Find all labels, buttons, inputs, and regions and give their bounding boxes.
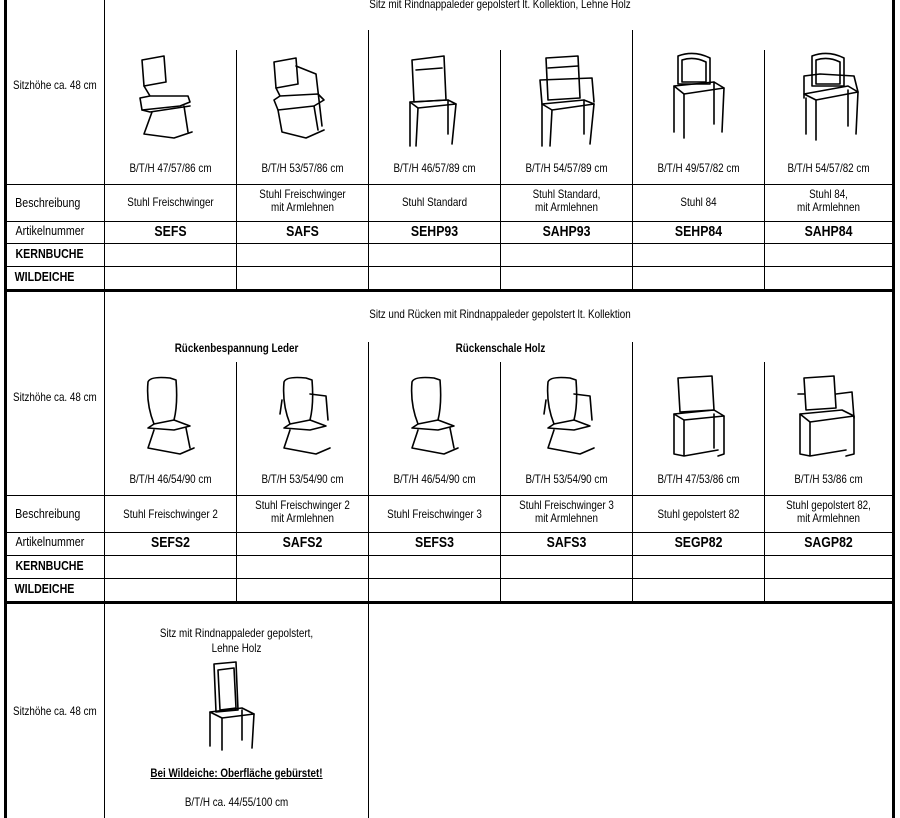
armchair-84-icon (800, 50, 866, 144)
description-cell: Stuhl Freischwinger 3 (387, 507, 482, 521)
description-cell: Stuhl Freischwinger 2 mit Armlehnen (255, 498, 350, 525)
chair-84-icon (668, 50, 732, 144)
standard-chair-icon (404, 50, 464, 150)
description-cell: Stuhl Freischwinger mit Armlehnen (259, 187, 346, 214)
article-code: SEGP82 (674, 534, 723, 551)
description-label: Beschreibung (15, 506, 81, 521)
description-label: Beschreibung (15, 195, 81, 210)
dimensions: B/T/H 46/54/90 cm (129, 472, 212, 486)
cantilever-armchair-3-icon (536, 374, 600, 464)
subheader-wood: Rückenschale Holz (455, 341, 546, 355)
cantilever-chair-2-icon (140, 374, 200, 464)
high-back-chair-icon (206, 660, 264, 754)
article-code: SEHP84 (674, 223, 723, 240)
description-cell: Stuhl 84, mit Armlehnen (797, 187, 860, 214)
section-header: Sitz und Rücken mit Rindnappaleder gepolstert lt. Kollektion (369, 307, 631, 321)
article-code: SEHP93 (410, 223, 459, 240)
dimensions: B/T/H 54/57/89 cm (525, 161, 608, 175)
wildeiche-label: WILDEICHE (14, 581, 75, 596)
dimensions: B/T/H 49/57/82 cm (657, 161, 740, 175)
dimensions: B/T/H ca. 44/55/100 cm (184, 795, 289, 809)
article-code: SAFS2 (282, 534, 323, 551)
dimensions: B/T/H 47/53/86 cm (657, 472, 740, 486)
article-code: SEFS2 (151, 534, 190, 551)
dimensions: B/T/H 53/54/90 cm (261, 472, 344, 486)
kernbuche-label: KERNBUCHE (15, 246, 84, 261)
article-code: SAFS (286, 223, 319, 240)
standard-armchair-icon (536, 50, 600, 150)
section-header: Sitz mit Rindnappaleder gepolstert lt. Kollektion, Lehne Holz (369, 0, 631, 11)
dimensions: B/T/H 47/57/86 cm (129, 161, 212, 175)
wildeiche-label: WILDEICHE (14, 269, 75, 284)
kernbuche-label: KERNBUCHE (15, 558, 84, 573)
description-cell: Stuhl gepolstert 82, mit Armlehnen (786, 498, 871, 525)
seat-height-label: Sitzhöhe ca. 48 cm (13, 704, 97, 718)
description-cell: Stuhl Freischwinger 3 mit Armlehnen (519, 498, 614, 525)
dimensions: B/T/H 53/86 cm (794, 472, 863, 486)
article-code: SEFS3 (415, 534, 454, 551)
article-code: SAGP82 (804, 534, 853, 551)
article-number-label: Artikelnummer (15, 223, 85, 238)
description-cell: Stuhl gepolstert 82 (657, 507, 740, 521)
article-code: SAFS3 (546, 534, 587, 551)
cantilever-chair-icon (130, 52, 200, 144)
subheader-leather: Rückenbespannung Leder (174, 341, 299, 355)
dimensions: B/T/H 46/57/89 cm (393, 161, 476, 175)
article-code: SEFS (154, 223, 187, 240)
dimensions: B/T/H 53/54/90 cm (525, 472, 608, 486)
description-cell: Stuhl Freischwinger (127, 195, 214, 209)
dimensions: B/T/H 46/54/90 cm (393, 472, 476, 486)
cantilever-armchair-2-icon (272, 374, 336, 464)
description-cell: Stuhl Standard (401, 195, 468, 209)
seat-height-label: Sitzhöhe ca. 48 cm (13, 390, 97, 404)
seat-height-label: Sitzhöhe ca. 48 cm (13, 78, 97, 92)
brushed-surface-note: Bei Wildeiche: Oberfläche gebürstet! (150, 766, 323, 780)
cantilever-chair-3-icon (404, 374, 464, 464)
description-cell: Stuhl Standard, mit Armlehnen (532, 187, 601, 214)
cantilever-armchair-icon (266, 52, 336, 144)
article-code: SAHP84 (804, 223, 853, 240)
article-number-label: Artikelnummer (15, 534, 85, 549)
description-cell: Stuhl 84 (680, 195, 717, 209)
description-cell: Stuhl Freischwinger 2 (123, 507, 218, 521)
section-header: Sitz mit Rindnappaleder gepolstert, Lehne Holz (159, 626, 314, 655)
upholstered-chair-82-icon (670, 374, 730, 468)
dimensions: B/T/H 53/57/86 cm (261, 161, 344, 175)
upholstered-armchair-82-icon (796, 374, 860, 468)
dimensions: B/T/H 54/57/82 cm (787, 161, 870, 175)
article-code: SAHP93 (542, 223, 591, 240)
